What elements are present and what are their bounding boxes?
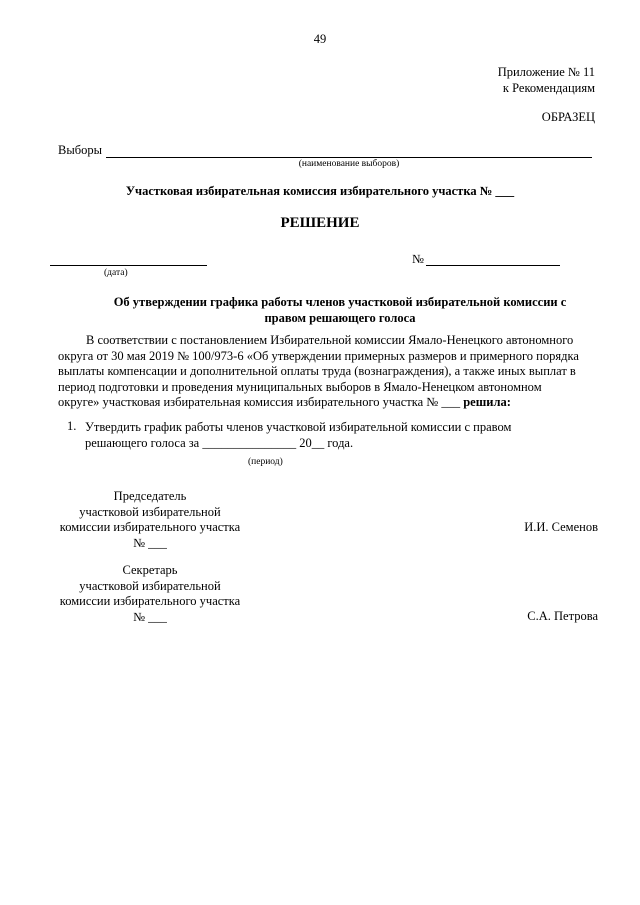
commission-title: Участковая избирательная комиссия избирательного участка № ___ xyxy=(125,184,515,198)
number-line xyxy=(426,265,560,266)
preamble-paragraph xyxy=(58,333,596,411)
appendix-line-1: Приложение № 11 xyxy=(497,65,595,79)
secretary-line-2: участковой избирательной xyxy=(79,578,221,593)
preamble-line-4: период подготовки и проведения муниципальных выборов в Ямало-Ненецком автономном xyxy=(58,379,542,394)
period-caption: (период) xyxy=(248,457,283,467)
preamble-line-5 xyxy=(58,395,596,411)
subject-line-2: правом решающего голоса xyxy=(264,311,416,325)
secretary-name: С.А. Петрова xyxy=(527,609,598,623)
preamble-line-5-start: округе» участковая избирательная комиссия избирательного участка № ___ xyxy=(58,395,461,409)
sample-label: ОБРАЗЕЦ xyxy=(541,110,595,124)
subject-line-1: Об утверждении графика работы членов участковой избирательной комиссии с xyxy=(113,295,567,309)
elections-label: Выборы xyxy=(58,143,102,157)
secretary-title: Секретарь xyxy=(122,563,178,577)
subject-title xyxy=(40,294,640,326)
elections-name-line xyxy=(106,157,592,158)
chairman-name: И.И. Семенов xyxy=(524,520,598,534)
date-caption: (дата) xyxy=(104,268,128,278)
appendix-line-2: к Рекомендациям xyxy=(502,81,595,95)
preamble-decided: решила: xyxy=(463,395,511,409)
page-number: 49 xyxy=(313,32,327,46)
item-1-line-1: Утвердить график работы членов участковой избирательной комиссии с правом xyxy=(85,420,512,434)
preamble-line-1: В соответствии с постановлением Избирательной комиссии Ямало-Ненецкого автономного xyxy=(86,333,574,347)
secretary-block xyxy=(50,563,250,625)
chairman-line-4: № ___ xyxy=(133,535,167,550)
chairman-line-2: участковой избирательной xyxy=(79,504,221,519)
secretary-line-4: № ___ xyxy=(133,609,167,624)
preamble-line-2: округа от 30 мая 2019 № 100/973-6 «Об утверждении примерных размеров и примерного порядка xyxy=(58,348,579,363)
chairman-line-3: комиссии избирательного участка xyxy=(59,520,241,534)
item-1-number: 1. xyxy=(67,419,77,433)
item-1-line-2: решающего голоса за _______________ 20__ года. xyxy=(85,436,354,450)
chairman-title: Председатель xyxy=(113,489,187,503)
preamble-line-3: выплаты компенсации и дополнительной оплаты труда (вознаграждения), а также иных выплат в xyxy=(58,364,576,378)
appendix-header xyxy=(498,64,595,96)
chairman-block xyxy=(50,489,250,551)
date-line xyxy=(50,265,207,266)
secretary-line-3: комиссии избирательного участка xyxy=(59,594,241,608)
number-label: № xyxy=(412,252,424,266)
decision-title: РЕШЕНИЕ xyxy=(280,215,360,231)
item-1-text xyxy=(85,419,596,451)
elections-caption: (наименование выборов) xyxy=(298,159,400,169)
